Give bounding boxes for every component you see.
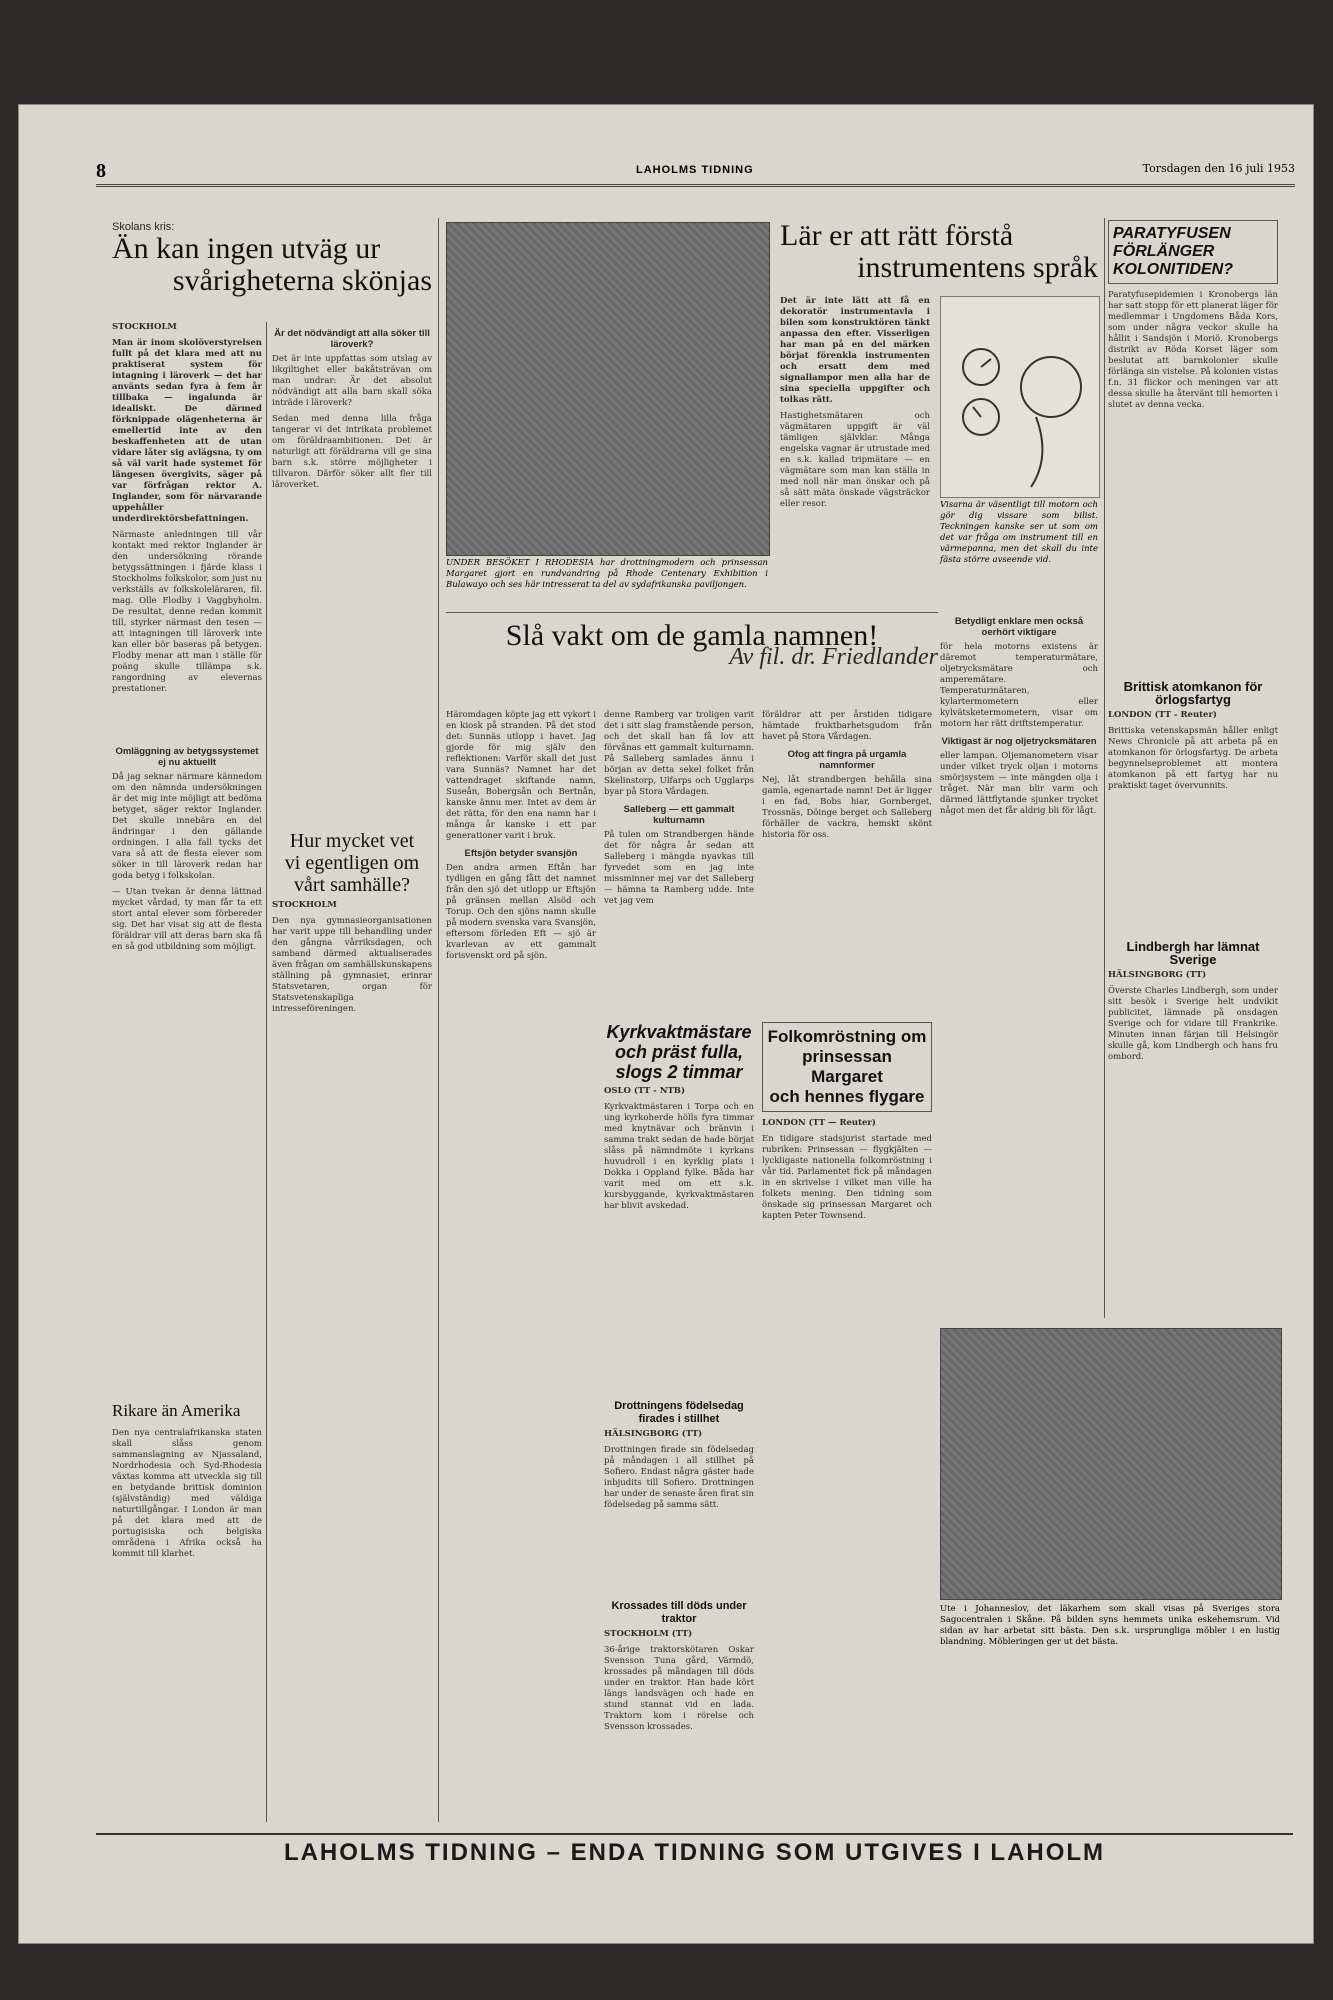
names-column-1 bbox=[446, 710, 596, 1270]
dateline: STOCKHOLM bbox=[112, 322, 177, 332]
article-headline: Rikare än Amerika bbox=[112, 1401, 241, 1420]
dateline: STOCKHOLM (TT) bbox=[604, 1629, 693, 1639]
instruments-headline bbox=[780, 220, 1098, 284]
article-paragraph: Häromdagen köpte jag ett vykort i en kiosk på stranden. På det stod det: Sunnäs utlopp i havet. Jag gjorde för mig själv den reflektionen: Varför skall det just vara Sunnäs? Namnet har det vattendraget skiftande namn, Suseån, Bobergsån och Bertnån, kanske ännu mer. Intet av dem är det rätta, för den ena namn har i många år kanske i ett par generationer varit i bruk. bbox=[446, 710, 596, 841]
photo-caption: UNDER BESÖKET I RHODESIA har drottningmodern och prinsessan Margaret gjort en rundvandring på Rhode Centenary Exhibition i Bulawayo och ses här intresserat ta del av sydafrikanska paviljongen. bbox=[446, 558, 768, 590]
photo-caption: Ute i Johanneslov, det läkarhem som skall visas på Sveriges stora Sagocentralen i Skåne. På bilden syns hemmets unika eskehemsrum. Vid sidan av har arbetat sitt bästa. Den s.k. ursprungliga möbler i en lustig blandning. Möbleringen ger ut det bästa. bbox=[940, 1604, 1280, 1647]
rhodesia-photo bbox=[446, 222, 770, 556]
page-header bbox=[96, 158, 1295, 187]
article-paragraph: Närmaste anledningen till vår kontakt med rektor Inglander är den undersökning rörande betygssättningen i fjärde klass i Stockholms folkskolor, som just nu verkställs av folkskoleläraren, fil. mag. Olle Flodby i Vaggbyholm. De resultat, denne redan kommit till, styrker närmast den tesen — att intagningen till läroverk inte kan eller bör baseras på betygen. Flodby menar att man i ställe för poäng skulle tillämpa s.k. rangordning av elevernas prestationer. bbox=[112, 530, 262, 694]
article-paragraph: eller lampan. Oljemanometern visar under vilket tryck oljan i motorns smörjsystem — inte mängden olja i tråget. När man blir varm och därmed lättflytande sjunker trycket något men det får aldrig bli för lågt. bbox=[940, 751, 1098, 816]
article-paragraph: Den nya gymnasieorganisationen har varit uppe till behandling under den gångna vårriksdagen, och samband därmed aktualiserades även frågan om samhällskunskapens ställning på gymnasiet, erinrar Statsvetaren, organ för Statsvetenskapliga intresseföreningen. bbox=[272, 916, 432, 1014]
amerika-article bbox=[112, 1400, 262, 1820]
dateline: STOCKHOLM bbox=[272, 900, 337, 910]
article-headline-2: svårigheterna skönjas bbox=[172, 264, 432, 297]
article-headline: Än kan ingen utväg ur bbox=[112, 232, 381, 265]
paratyfus-article bbox=[1108, 220, 1278, 416]
issue-date: Torsdagen den 16 juli 1953 bbox=[1142, 162, 1295, 175]
article-paragraph: Den nya centralafrikanska staten skall slåss genom sammanslagning av Njassaland, Nordrhodesia och Syd-Rhodesia växtas komma att utveckla sig till en betydande brittisk dominion (självständig) med väldiga naturtillgångar. I London är man på det klara med att de portugisiska och belgiska områdena i Afrika också ha kommit till klarhet. bbox=[112, 1428, 262, 1559]
article-paragraph: Hastighetsmätaren och vägmätaren uppgift är väl tämligen självklar. Många engelska vagnar är utrustade med en s.k. kallad tripmätare — en vägmätare som man kan ställa in med noll när man önskar och på så sätt mäta önskade vägsträckor eller resor. bbox=[780, 411, 930, 509]
article-headline: PARATYFUSEN bbox=[1113, 225, 1231, 242]
article-headline-3: vårt samhälle? bbox=[293, 874, 411, 896]
school-column-1 bbox=[112, 322, 262, 742]
subheading: Omläggning av betygssystemet ej nu aktuellt bbox=[115, 746, 259, 768]
article-paragraph: Det är inte uppfattas som utslag av likgiltighet eller bakåtsträvan om man undrar: Är det absolut nödvändigt att alla barn skall söka inträde i läroverk? bbox=[272, 354, 432, 408]
dateline: OSLO (TT - NTB) bbox=[604, 1086, 685, 1096]
article-headline: Lär er att rätt förstå bbox=[780, 219, 1014, 252]
article-headline-3: och hennes flygare bbox=[769, 1087, 925, 1106]
article-headline: Kyrkvaktmästare bbox=[606, 1022, 752, 1042]
subheading: Är det nödvändigt att alla söker till läroverk? bbox=[274, 328, 430, 350]
dateline: HÄLSINGBORG (TT) bbox=[1108, 970, 1207, 980]
article-lead: Det är inte lätt att få en dekoratör instrumentavla i bilen som konstruktören tänkt anpassa den efter. Visserligen har man på en del märken börjat förenkla instrumenten och ersatt dem med signallampor men alla har de sina speciella uppgifter och tolkas rätt. bbox=[780, 296, 930, 405]
article-headline-3: slogs 2 timmar bbox=[615, 1062, 743, 1082]
article-headline: Lindbergh har lämnat Sverige bbox=[1126, 939, 1260, 967]
article-paragraph: Nej, låt strandbergen behålla sina gamla, egenartade namn! Det är ligger i en fad, Bobs hiar, Gornberget, Trossnäs, Döinge berget och Salleberg förhäller de vackra, hemskt skönt historia för oss. bbox=[762, 775, 932, 840]
article-paragraph: föräldrar att per årstiden tidigare hämtade fruktbarhetsgudom från havet på Stora Vårdagen. bbox=[762, 710, 932, 742]
school-article bbox=[112, 222, 432, 297]
cartoon-caption: Visarna är väsentligt till motorn och gör dig vissare som bilist. Teckningen kanske ser ut som om det var fråga om instrument till en värmepanna, men det skall du inte fästa större avseende vid. bbox=[940, 500, 1098, 565]
article-headline-3: KOLONITIDEN? bbox=[1113, 261, 1233, 278]
school-column-2 bbox=[272, 322, 432, 792]
names-column-3 bbox=[762, 710, 932, 1010]
subheading: Ofog att fingra på urgamla namnformer bbox=[787, 749, 907, 771]
society-article bbox=[272, 830, 432, 1390]
column-rule bbox=[266, 322, 267, 1822]
byline: Av fil. dr. Friedlander bbox=[729, 644, 938, 670]
subheading: Salleberg — ett gammalt kulturnamn bbox=[623, 804, 735, 826]
article-lead: Man är inom skolöverstyrelsen fullt på det klara med att nu praktiserat system för intagning i läroverk — det har använts sedan fyra à fem år tillbaka — ingalunda är idealiskt. De därmed förknippade olägenheterna är emellertid inte av den beskaffenheten att de utan vidare låter sig avlägsna, ty om så väl varit hade systemet för längesen övergivits, säger på var förfrågan rektor A. Inglander, som för närvarande uppehåller underdirektörsbefattningen. bbox=[112, 338, 262, 524]
article-paragraph: Den andra armen Eftån har tydligen en gång fått det namnet från den sjö det utlopp ur Eftsjön på gränsen mellan Alsöd och Torup. Och den sjöns namn skulle på modern svenska vara Svansjön, eftersom förleden Eft — sjö är kvarlevan av ett gammalt forisvenskt ord på sjön. bbox=[446, 863, 596, 961]
article-paragraph: 36-årige traktorskötaren Oskar Svensson Tuna gård, Värmdö, krossades på måndagen till döds under en traktor. Han hade kört längs landsvägen och hade en stund stannat vid en lada. Traktorn kom i rörelse och Svensson krossades. bbox=[604, 1645, 754, 1732]
article-headline: Brittisk atomkanon för örlogsfartyg bbox=[1123, 679, 1263, 707]
interior-photo bbox=[940, 1328, 1282, 1600]
article-paragraph: Kyrkvaktmästaren i Torpa och en ung kyrkoherde hölls fyra timmar med knytnävar och bränvin i samma trakt sedan de hade börjat slåss på nämndmöte i kyrkans huvudroll i en kyrklig plats i Dokka i Oppland fylke. Båda har varit med om ett s.k. kursbyggande, kyrkvaktmästaren har blivit avskedad. bbox=[604, 1102, 754, 1211]
drottning-article bbox=[604, 1400, 754, 1516]
article-headline-2: och präst fulla, bbox=[614, 1042, 744, 1062]
motor-article bbox=[940, 610, 1098, 1270]
article-paragraph: Drottningen firade sin födelsedag på måndagen i all stillhet på Sofiero. Endast några gäster hade inbjudits till Sofiero. Drottningen har under de senaste åren firat sin födelsedag på samma sätt. bbox=[604, 1445, 754, 1510]
article-paragraph: Sedan med denna lilla fråga tangerar vi det intrikata problemet om föräldraambitionen. Det är naturligt att föräldrarna vill ge sina barn s.k. större möjligheter i tillvaron. Därför söker allt fler till läroverket. bbox=[272, 414, 432, 490]
article-kicker: Skolans kris: bbox=[112, 221, 175, 233]
article-headline: Slå vakt om de gamla namnen! bbox=[505, 619, 879, 652]
footer-banner: LAHOLMS TIDNING – ENDA TIDNING SOM UTGIVES I LAHOLM bbox=[96, 1833, 1293, 1869]
article-paragraph: Överste Charles Lindbergh, som under sitt besök i Sverige helt undvikit publicitet, lämnade på onsdagen Sverige och for vidare till Frankrike. Minuten innan färjan till Helsingör skulle gå, kom Lindbergh och hans fru ombord. bbox=[1108, 986, 1278, 1062]
atomkanon-article bbox=[1108, 680, 1278, 797]
instruments-column bbox=[780, 296, 930, 616]
article-headline-2: FÖRLÄNGER bbox=[1113, 243, 1215, 260]
article-headline: Drottningens födelsedag firades i stillhet bbox=[614, 1400, 744, 1425]
article-paragraph: — Utan tvekan är denna lättnad mycket vårdad, ty man får ta ett stort antal elever som förbereder sig. Det har visat sig att de flesta föräldrar vill att deras barn ska få en så god utbildning som möjligt. bbox=[112, 887, 262, 952]
subheading: Betydligt enklare men också oerhört viktigare bbox=[954, 616, 1084, 638]
section-rule bbox=[446, 612, 938, 613]
dateline: LONDON (TT - Reuter) bbox=[1108, 710, 1217, 720]
column-rule bbox=[1104, 218, 1105, 1318]
krossades-article bbox=[604, 1600, 754, 1738]
article-headline: Folkomröstning om bbox=[767, 1027, 927, 1046]
page-number: 8 bbox=[96, 160, 106, 182]
lindbergh-article bbox=[1108, 940, 1278, 1068]
dateline: HÄLSINGBORG (TT) bbox=[604, 1429, 703, 1439]
kyrkvakt-article bbox=[604, 1022, 754, 1217]
article-paragraph: Då jag seknar närmare kännedom om den nämnda undersökningen är det mig inte möjligt att bedöma betyget, säger rektor Inglander. Det skulle innebära en del ändringar i den gällande ordningen. I alla fall tycks det vara så att de flesta elever som söker in till läroverk redan har goda betyg i folkskolan. bbox=[112, 772, 262, 881]
instruments-cartoon bbox=[940, 296, 1100, 498]
column-rule bbox=[438, 218, 439, 1822]
masthead: LAHOLMS TIDNING bbox=[636, 164, 754, 176]
article-paragraph: En tidigare stadsjurist startade med rubriken: Prinsessan — flygkjälten — lyckligaste nationella folkomröstning i vår tid. Parlamentet fick på måndagen in en skrivelse i vilket man ville ha folkets mening. Den tidning som önskade sig prinsessan Margaret och kapten Peter Townsend. bbox=[762, 1134, 932, 1221]
article-headline: Hur mycket vet bbox=[289, 830, 415, 852]
article-paragraph: för hela motorns existens är däremot temperaturmätare, oljetrycksmätare och amperemätare. Temperaturmätaren, kylartermometern eller kylvätsketermometern, visar om motorn har rätt driftstemperatur. bbox=[940, 642, 1098, 729]
article-headline-2: instrumentens språk bbox=[857, 251, 1098, 284]
subheading: Viktigast är nog oljetrycksmätaren bbox=[941, 736, 1097, 747]
names-headline bbox=[446, 619, 938, 670]
article-headline-2: vi egentligen om bbox=[284, 852, 420, 874]
folkrostning-article bbox=[762, 1022, 932, 1227]
article-headline-2: prinsessan Margaret bbox=[802, 1047, 892, 1086]
article-paragraph: denne Ramberg var troligen varit det i sitt slag framstående person, och det skall han få lov att förvånas ett gammalt kulturnamn. På Salleberg samlades ännu i början av detta sekel folket från Skelinstorp, Ulfarps och Ugglarps byar på Stora Vårdagen. bbox=[604, 710, 754, 797]
school-column-1b bbox=[112, 740, 262, 1380]
article-paragraph: Paratyfusepidemien i Kronobergs län har satt stopp för ett planerat läger för medlemmar i Ungdomens Båda Kors, som under några veckor skulle ha hållit i Sandsjön i Moriö. Kronobergs distrikt av Röda Korset läger som beslutat att barnkolonier skulle förlänga sin vistelse. På kolonien vistas f.n. 31 flickor och meningen var att dessa skulle ha återvänt till hemorten i slutet av denna vecka. bbox=[1108, 290, 1278, 410]
article-paragraph: Brittiska vetenskapsmän håller enligt News Chronicle på att arbeta på en atomkanon för örlogsfartyg. De arbeta begynnelseproblemet att montera atomkanon på ett fartyg har nu praktiskt taget övervunnits. bbox=[1108, 726, 1278, 791]
dateline: LONDON (TT — Reuter) bbox=[762, 1118, 876, 1128]
subheading: Eftsjön betyder svansjön bbox=[464, 848, 578, 859]
gauge-cartoon-icon bbox=[941, 297, 1099, 497]
article-paragraph: På tulen om Strandbergen hände det för några år sedan att Salleberg i mängda nyavkas till fyrvedet som en jag inte missminner mej var det Salleberg — hämna ta Ramberg udde. Inte vet jag vem bbox=[604, 830, 754, 906]
article-headline: Krossades till döds under traktor bbox=[611, 1600, 747, 1625]
